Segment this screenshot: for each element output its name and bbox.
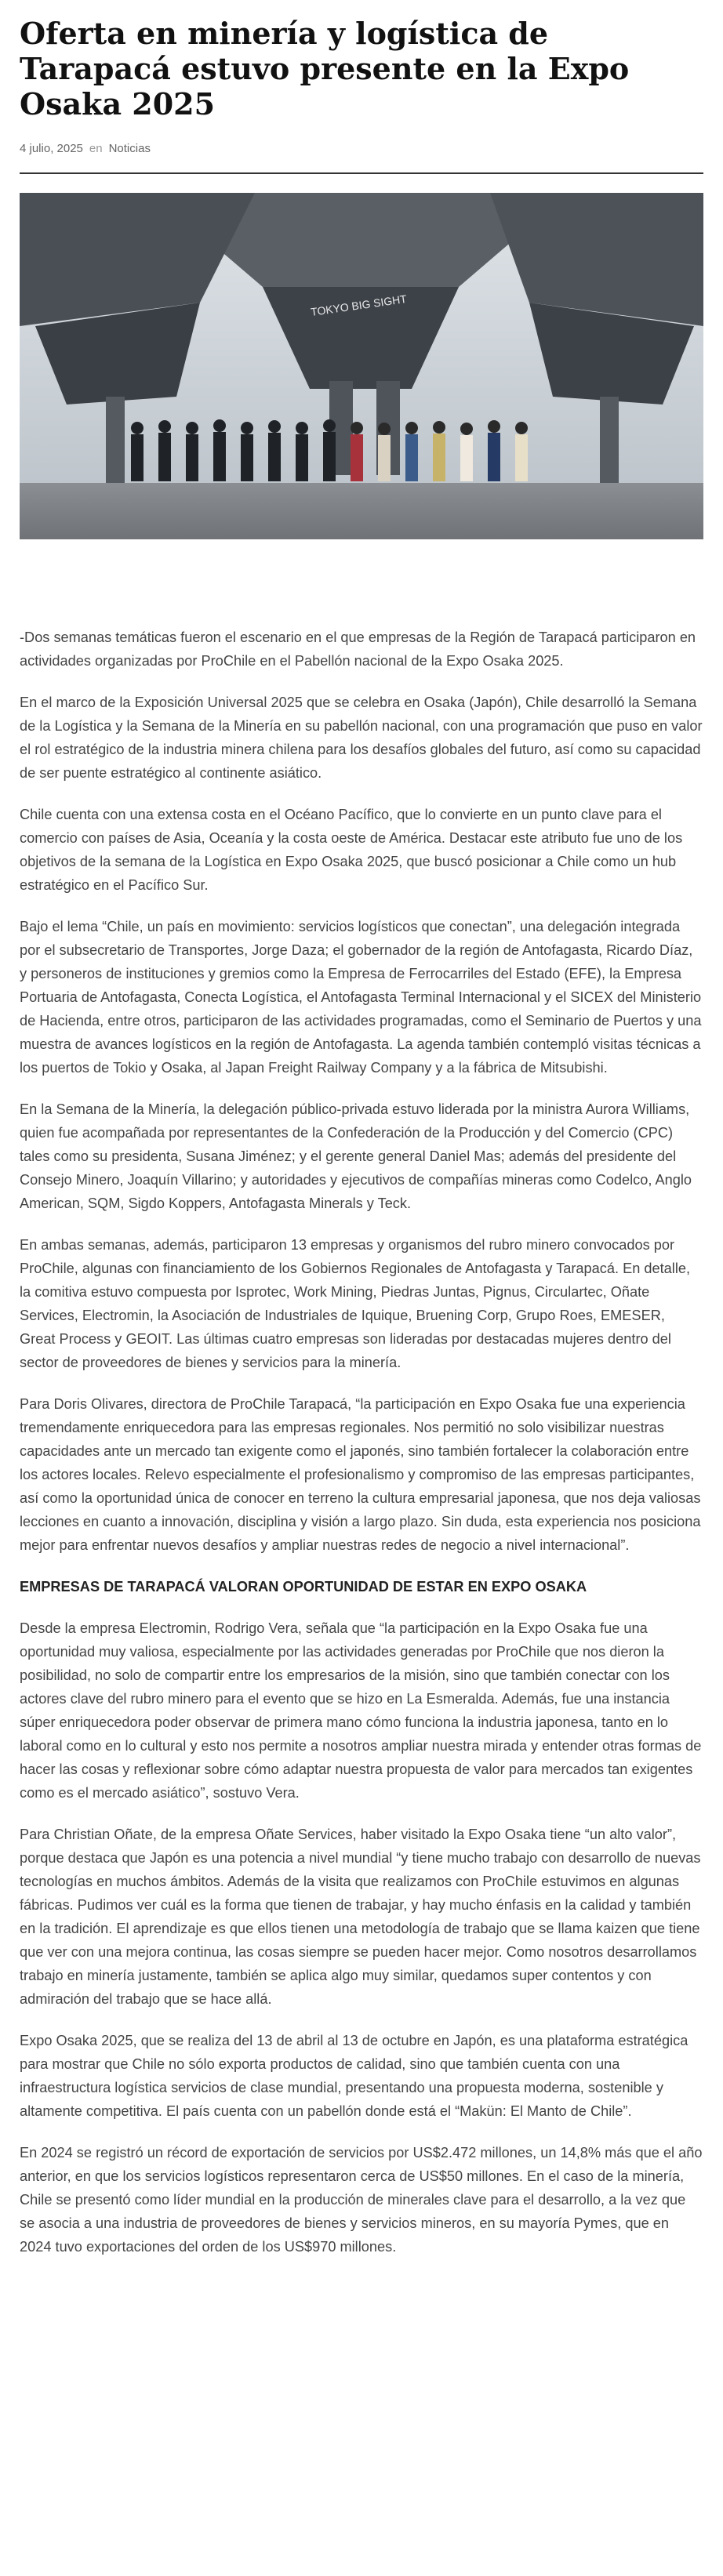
person-figure: [131, 422, 144, 481]
article-paragraph: Para Christian Oñate, de la empresa Oñate Services, haber visitado la Expo Osaka tiene “un alto valor”, porque destaca que Japón es una potencia a nivel mundial “y tiene mucho trabajo con desarrollo de nuevas tecnologías en muchos ámbitos. Además de la visita que realizamos con ProChile estuvimos en algunas fábricas. Pudimos ver cuál es la forma que tienen de trabajar, y hay mucho énfasis en la calidad y también en la tradición. El aprendizaje es que ellos tienen una metodología de trabajo que se llama kaizen que tiene que ver con una mejora continua, las cosas siempre se pueden hacer mejor. Como nosotros desarrollamos trabajo en minería justamente, también se aplica algo muy similar, quedamos super contentos y con admiración del trabajo que se hace allá.: [20, 1827, 701, 2007]
person-figure: [515, 422, 528, 481]
person-figure: [323, 419, 336, 481]
person-figure: [186, 422, 198, 481]
person-figure: [158, 420, 171, 481]
person-figure: [268, 420, 281, 481]
article-title: Oferta en minería y logística de Tarapacá estuvo presente en la Expo Osaka 2025: [20, 16, 630, 122]
article-paragraph: Bajo el lema “Chile, un país en movimiento: servicios logísticos que conectan”, una delegación integrada por el subsecretario de Transportes, Jorge Daza; el gobernador de la región de Antofagasta, Ricardo Díaz, y personeros de instituciones y gremios como la Empresa de Ferrocarriles del Estado (EFE), la Empresa Portuaria de Antofagasta, Conecta Logística, el Antofagasta Terminal Internacional y el SICEX del Ministerio de Hacienda, entre otros, participaron de las actividades programadas, como el Seminario de Puertos y una muestra de avances logísticos en la región de Antofagasta. La agenda también contempló visitas técnicas a los puertos de Tokio y Osaka, al Japan Freight Railway Company y a la fábrica de Mitsubishi.: [20, 919, 702, 1076]
article-paragraph: -Dos semanas temáticas fueron el escenario en el que empresas de la Región de Tarapacá participaron en actividades organizadas por ProChile en el Pabellón nacional de la Expo Osaka 2025.: [20, 629, 696, 669]
article-meta: [20, 142, 703, 155]
person-figure: [460, 423, 473, 481]
article-paragraph: En el marco de la Exposición Universal 2025 que se celebra en Osaka (Japón), Chile desarrolló la Semana de la Logística y la Semana de la Minería en su pabellón nacional, con una programación que puso en valor el rol estratégico de la industria minera chilena para los desafíos globales del futuro, así como su capacidad de ser puente estratégico al continente asiático.: [20, 695, 703, 781]
section-subheading: EMPRESAS DE TARAPACÁ VALORAN OPORTUNIDAD DE ESTAR EN EXPO OSAKA: [20, 1579, 587, 1595]
hero-photo: [20, 193, 703, 539]
article-paragraph: En 2024 se registró un récord de exportación de servicios por US$2.472 millones, un 14,8% más que el año anterior, en que los servicios logísticos representaron cerca de US$50 millones. En el caso de la minería, Chile se presentó como líder mundial en la producción de minerales clave para el desarrollo, a la vez que se asocia a una industria de proveedores de bienes y servicios mineros, en su mayoría Pymes, que en 2024 tuvo exportaciones del orden de los US$970 millones.: [20, 2145, 703, 2255]
article-paragraph: Chile cuenta con una extensa costa en el Océano Pacífico, que lo convierte en un punto clave para el comercio con países de Asia, Oceanía y la costa oeste de América. Destacar este atributo fue uno de los objetivos de la semana de la Logística en Expo Osaka 2025, que buscó posicionar a Chile como un hub estratégico en el Pacífico Sur.: [20, 807, 683, 893]
person-figure: [296, 422, 308, 481]
person-figure: [241, 422, 253, 481]
category-link[interactable]: Noticias: [108, 142, 151, 155]
article-date[interactable]: 4 julio, 2025: [20, 142, 83, 155]
person-figure: [433, 421, 445, 481]
article-body: [20, 626, 703, 2259]
person-figure: [378, 423, 391, 481]
hero-illustration: [20, 193, 703, 539]
hero-sign: TOKYO BIG SIGHT: [310, 292, 408, 318]
person-figure: [213, 419, 226, 481]
article-paragraph: En ambas semanas, además, participaron 13 empresas y organismos del rubro minero convocados por ProChile, algunas con financiamiento de los Gobiernos Regionales de Antofagasta y Tarapacá. En detalle, la comitiva estuvo compuesta por Isprotec, Work Mining, Piedras Juntas, Pignus, Circulartec, Oñate Services, Electromin, la Asociación de Industriales de Iquique, Bruening Corp, Grupo Roes, EMESER, Great Process y GEOIT. Las últimas cuatro empresas son lideradas por destacadas mujeres dentro del sector de proveedores de bienes y servicios para la minería.: [20, 1237, 691, 1370]
person-figure: [488, 420, 500, 481]
person-figure: [351, 422, 363, 481]
category-prefix: en: [89, 142, 103, 155]
title-divider: [20, 172, 703, 174]
article-paragraph: En la Semana de la Minería, la delegación público-privada estuvo liderada por la ministra Aurora Williams, quien fue acompañada por representantes de la Confederación de la Producción y del Comercio (CPC) tales como su presidenta, Susana Jiménez; y el gerente general Daniel Mas; además del presidente del Consejo Minero, Joaquín Villarino; y autoridades y ejecutivos de compañías mineras como Codelco, Anglo American, SQM, Sigdo Koppers, Antofagasta Minerals y Teck.: [20, 1101, 692, 1211]
person-figure: [405, 422, 418, 481]
article-paragraph: Expo Osaka 2025, que se realiza del 13 de abril al 13 de octubre en Japón, es una plataforma estratégica para mostrar que Chile no sólo exporta productos de calidad, sino que también cuenta con una infraestructura logística servicios de clase mundial, presentando una propuesta moderna, sostenible y altamente competitiva. El país cuenta con un pabellón donde está el “Makün: El Manto de Chile”.: [20, 2033, 688, 2119]
article-paragraph: Para Doris Olivares, directora de ProChile Tarapacá, “la participación en Expo Osaka fue una experiencia tremendamente enriquecedora para las empresas regionales. Nos permitió no solo visibilizar nuestras capacidades ante un mercado tan exigente como el japonés, sino también fortalecer la colaboración entre los actores locales. Relevo especialmente el profesionalismo y compromiso de las empresas participantes, así como la oportunidad única de conocer en terreno la cultura empresarial japonesa, que nos deja valiosas lecciones en cuanto a innovación, disciplina y visión a largo plazo. Sin duda, esta experiencia nos posiciona mejor para enfrentar nuevos desafíos y ampliar nuestras redes de negocio a nivel internacional”.: [20, 1396, 701, 1553]
article-paragraph: Desde la empresa Electromin, Rodrigo Vera, señala que “la participación en la Expo Osaka fue una oportunidad muy valiosa, especialmente por las actividades generadas por ProChile que nos dieron la posibilidad, no solo de compartir entre los empresarios de la misión, sino que también conectar con los actores clave del rubro minero para el evento que se hizo en La Esmeralda. Además, fue una instancia súper enriquecedora poder observar de primera mano cómo funciona la industria japonesa, tanto en lo laboral como en lo cultural y esto nos permite a nosotros ampliar nuestra mirada y entender otras formas de hacer las cosas y reflexionar sobre cómo adaptar nuestra propuesta de valor para mercados tan exigentes como es el mercado asiático”, sostuvo Vera.: [20, 1620, 702, 1801]
